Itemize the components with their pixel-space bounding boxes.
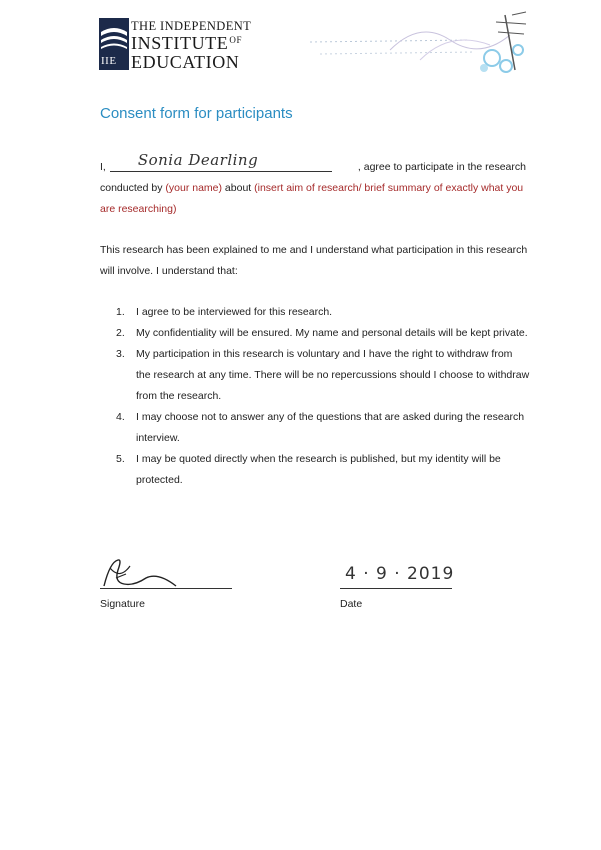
condition-number: 5. — [116, 453, 125, 465]
condition-text: interview. — [136, 432, 180, 444]
condition-text: I agree to be interviewed for this research. — [136, 306, 333, 318]
logo-line-education: EDUCATION — [131, 52, 240, 72]
iie-logo — [99, 18, 269, 72]
condition-text: My confidentiality will be ensured. My name and personal details will be kept private. — [136, 327, 528, 339]
aim-placeholder-line1: (insert aim of research/ brief summary of exactly what you — [254, 182, 524, 194]
signature-mark — [100, 556, 180, 592]
condition-number: 3. — [116, 348, 125, 360]
date-label: Date — [340, 598, 363, 610]
condition-text: the research at any time. There will be no repercussions should I choose to withdraw — [136, 369, 530, 381]
condition-item — [116, 407, 526, 449]
date-value: 4 · 9 · 2019 — [345, 564, 455, 584]
header-decoration-icon — [300, 10, 530, 75]
condition-text: I may be quoted directly when the research is published, but my identity will be — [136, 453, 501, 465]
signature-line[interactable] — [100, 588, 232, 589]
condition-text: My participation in this research is voluntary and I have the right to withdraw from — [136, 348, 513, 360]
explanation-line: This research has been explained to me and I understand what participation in this research — [100, 244, 528, 256]
condition-item — [116, 344, 530, 407]
conditions-list — [116, 302, 530, 491]
condition-text: from the research. — [136, 390, 222, 402]
consent-statement — [100, 151, 526, 220]
your-name-placeholder: (your name) — [165, 182, 222, 194]
logo-line-the-independent: THE INDEPENDENT — [131, 19, 252, 33]
signature-label: Signature — [100, 598, 145, 610]
aim-placeholder-line2: are researching) — [100, 203, 177, 215]
condition-number: 1. — [116, 306, 125, 318]
about-text: about — [224, 182, 252, 194]
explanation-paragraph — [100, 240, 526, 282]
condition-text: I may choose not to answer any of the questions that are asked during the research — [136, 411, 525, 423]
participant-name-field[interactable] — [110, 151, 332, 172]
date-line[interactable] — [340, 588, 452, 589]
logo-of: OF — [229, 35, 243, 45]
condition-number: 4. — [116, 411, 125, 423]
conducted-by-text: conducted by — [100, 182, 163, 194]
condition-item — [116, 302, 526, 323]
page-title: Consent form for participants — [100, 105, 293, 122]
logo-abbreviation: IIE — [101, 55, 117, 67]
condition-item — [116, 323, 526, 344]
logo-line-institute: INSTITUTE — [131, 33, 229, 53]
condition-text: protected. — [136, 474, 183, 486]
explanation-line: will involve. I understand that: — [100, 265, 238, 277]
agree-text: , agree to participate in the research — [357, 161, 526, 173]
condition-number: 2. — [116, 327, 125, 339]
participant-name: Sonia Dearling — [137, 151, 259, 169]
intro-prefix: I, Sonia Dearling — [100, 157, 336, 178]
condition-item — [116, 449, 526, 491]
